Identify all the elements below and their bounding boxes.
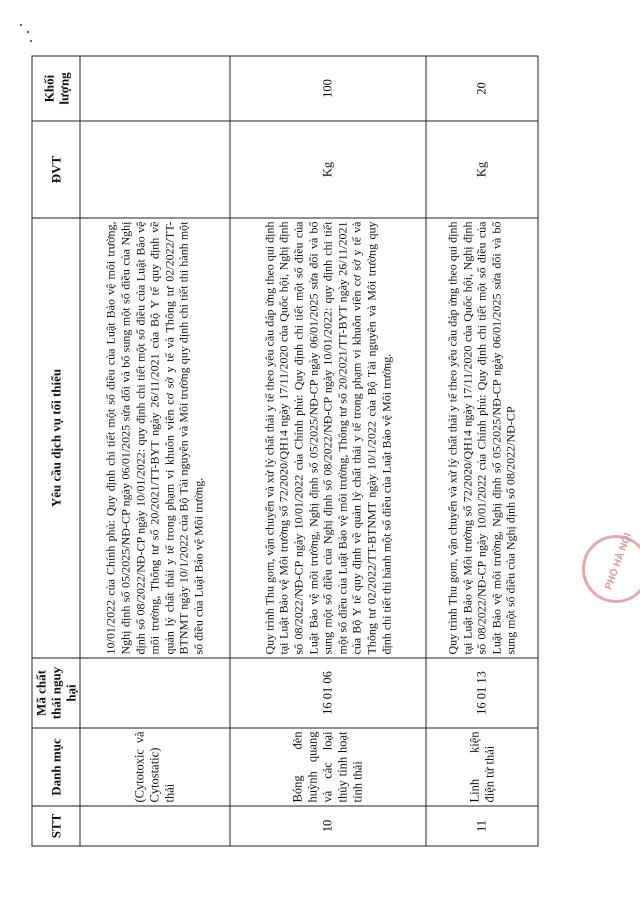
header-code: Mã chất thải nguy hại — [32, 658, 80, 728]
header-stt: STT — [32, 806, 80, 846]
header-requirement: Yêu cầu dịch vụ tối thiểu — [32, 218, 80, 658]
stamp-text: PHỐ HÀ NỘI — [603, 531, 635, 592]
table-row — [80, 56, 230, 846]
cell-unit — [80, 121, 230, 218]
cell-code: 16 01 06 — [230, 658, 426, 728]
header-volume: Khối lượng — [32, 56, 80, 121]
rotated-page — [32, 57, 597, 847]
scan-marks — [18, 22, 32, 44]
cell-code — [80, 658, 230, 728]
table-row — [230, 56, 426, 846]
cell-volume: 100 — [230, 56, 426, 121]
cell-requirement: Quy trình Thu gom, vận chuyển và xử lý chất thải y tế theo yêu cầu đáp ứng theo qui định tại Luật Bảo vệ Môi trường số 72/2020/QH14 ngày 17/11/2020 của Quốc hội, Nghị định số 08/2022/NĐ-CP ngày 10/01/2022 của Chính phủ: Quy định chi tiết một số điều của Luật Bảo vệ môi trường, Nghị định số 05/2025/NĐ-CP ngày 06/01/2025 sửa đổi và bổ sung một số điều của Nghị định số 08/2022/NĐ-CP ngày 10/01/2022: quy định chi tiết một số điều của Luật Bảo vệ môi trường, Thông tư số 20/2021/TT-BYT ngày 26/11/2021 của Bộ Y tế quy định về quản lý chất thải y tế trong phạm vi khuôn viên cơ sở y tế và Thông tư 02/2022/TT-BTNMT ngày 10/1/2022 của Bộ Tài nguyên và Môi trường quy định chi tiết thi hành một số điều của Luật Bảo vệ Môi trường. — [230, 218, 426, 658]
cell-unit: Kg — [426, 121, 538, 218]
cell-volume: 20 — [426, 56, 538, 121]
cell-stt — [80, 806, 230, 846]
header-category: Danh mục — [32, 728, 80, 806]
cell-requirement: Quy trình Thu gom, vận chuyển và xử lý chất thải y tế theo yêu cầu đáp ứng theo qui định tại Luật Bảo vệ Môi trường số 72/2020/QH14 ngày 17/11/2020 của Quốc hội, Nghị định số 08/2022/NĐ-CP ngày 10/01/2022 của Chính phủ: Quy định chi tiết một số điều của Luật Bảo vệ môi trường, Nghị định số 05/2025/NĐ-CP ngày 06/01/2025 sửa đổi và bổ sung một số điều của Nghị định số 08/2022/NĐ-CP — [426, 218, 538, 658]
cell-category: Linh kiện điện tử thải — [426, 728, 538, 806]
cell-stt: 11 — [426, 806, 538, 846]
cell-category: Bóng đèn huỳnh quang và các loại thủy tinh hoạt tính thải — [230, 728, 426, 806]
table-row — [426, 56, 538, 846]
service-requirements-table — [32, 56, 539, 847]
cell-requirement: 10/01/2022 của Chính phủ: Quy định chi tiết một số điều của Luật Bảo vệ môi trường, Nghị định số 05/2025/NĐ-CP ngày 06/01/2025 sửa đổi và bổ sung một số điều của Nghị định số 08/2022/NĐ-CP ngày 10/01/2022: quy định chi tiết một số điều của Luật Bảo vệ môi trường, Thông tư số 20/2021/TT-BYT ngày 26/11/2021 của Bộ Y tế quy định về quản lý chất thải y tế trong phạm vi khuôn viên cơ sở y tế và Thông tư 02/2022/TT-BTNMT ngày 10/1/2022 của Bộ Tài nguyên và Môi trường quy định chi tiết thi hành một số điều của Luật Bảo vệ Môi trường. — [80, 218, 230, 658]
cell-volume — [80, 56, 230, 121]
cell-unit: Kg — [230, 121, 426, 218]
cell-stt: 10 — [230, 806, 426, 846]
cell-category: (Cytotoxic và Cytostatic) thải — [80, 728, 230, 806]
header-row — [32, 56, 80, 846]
header-unit: ĐVT — [32, 121, 80, 218]
cell-code: 16 01 13 — [426, 658, 538, 728]
